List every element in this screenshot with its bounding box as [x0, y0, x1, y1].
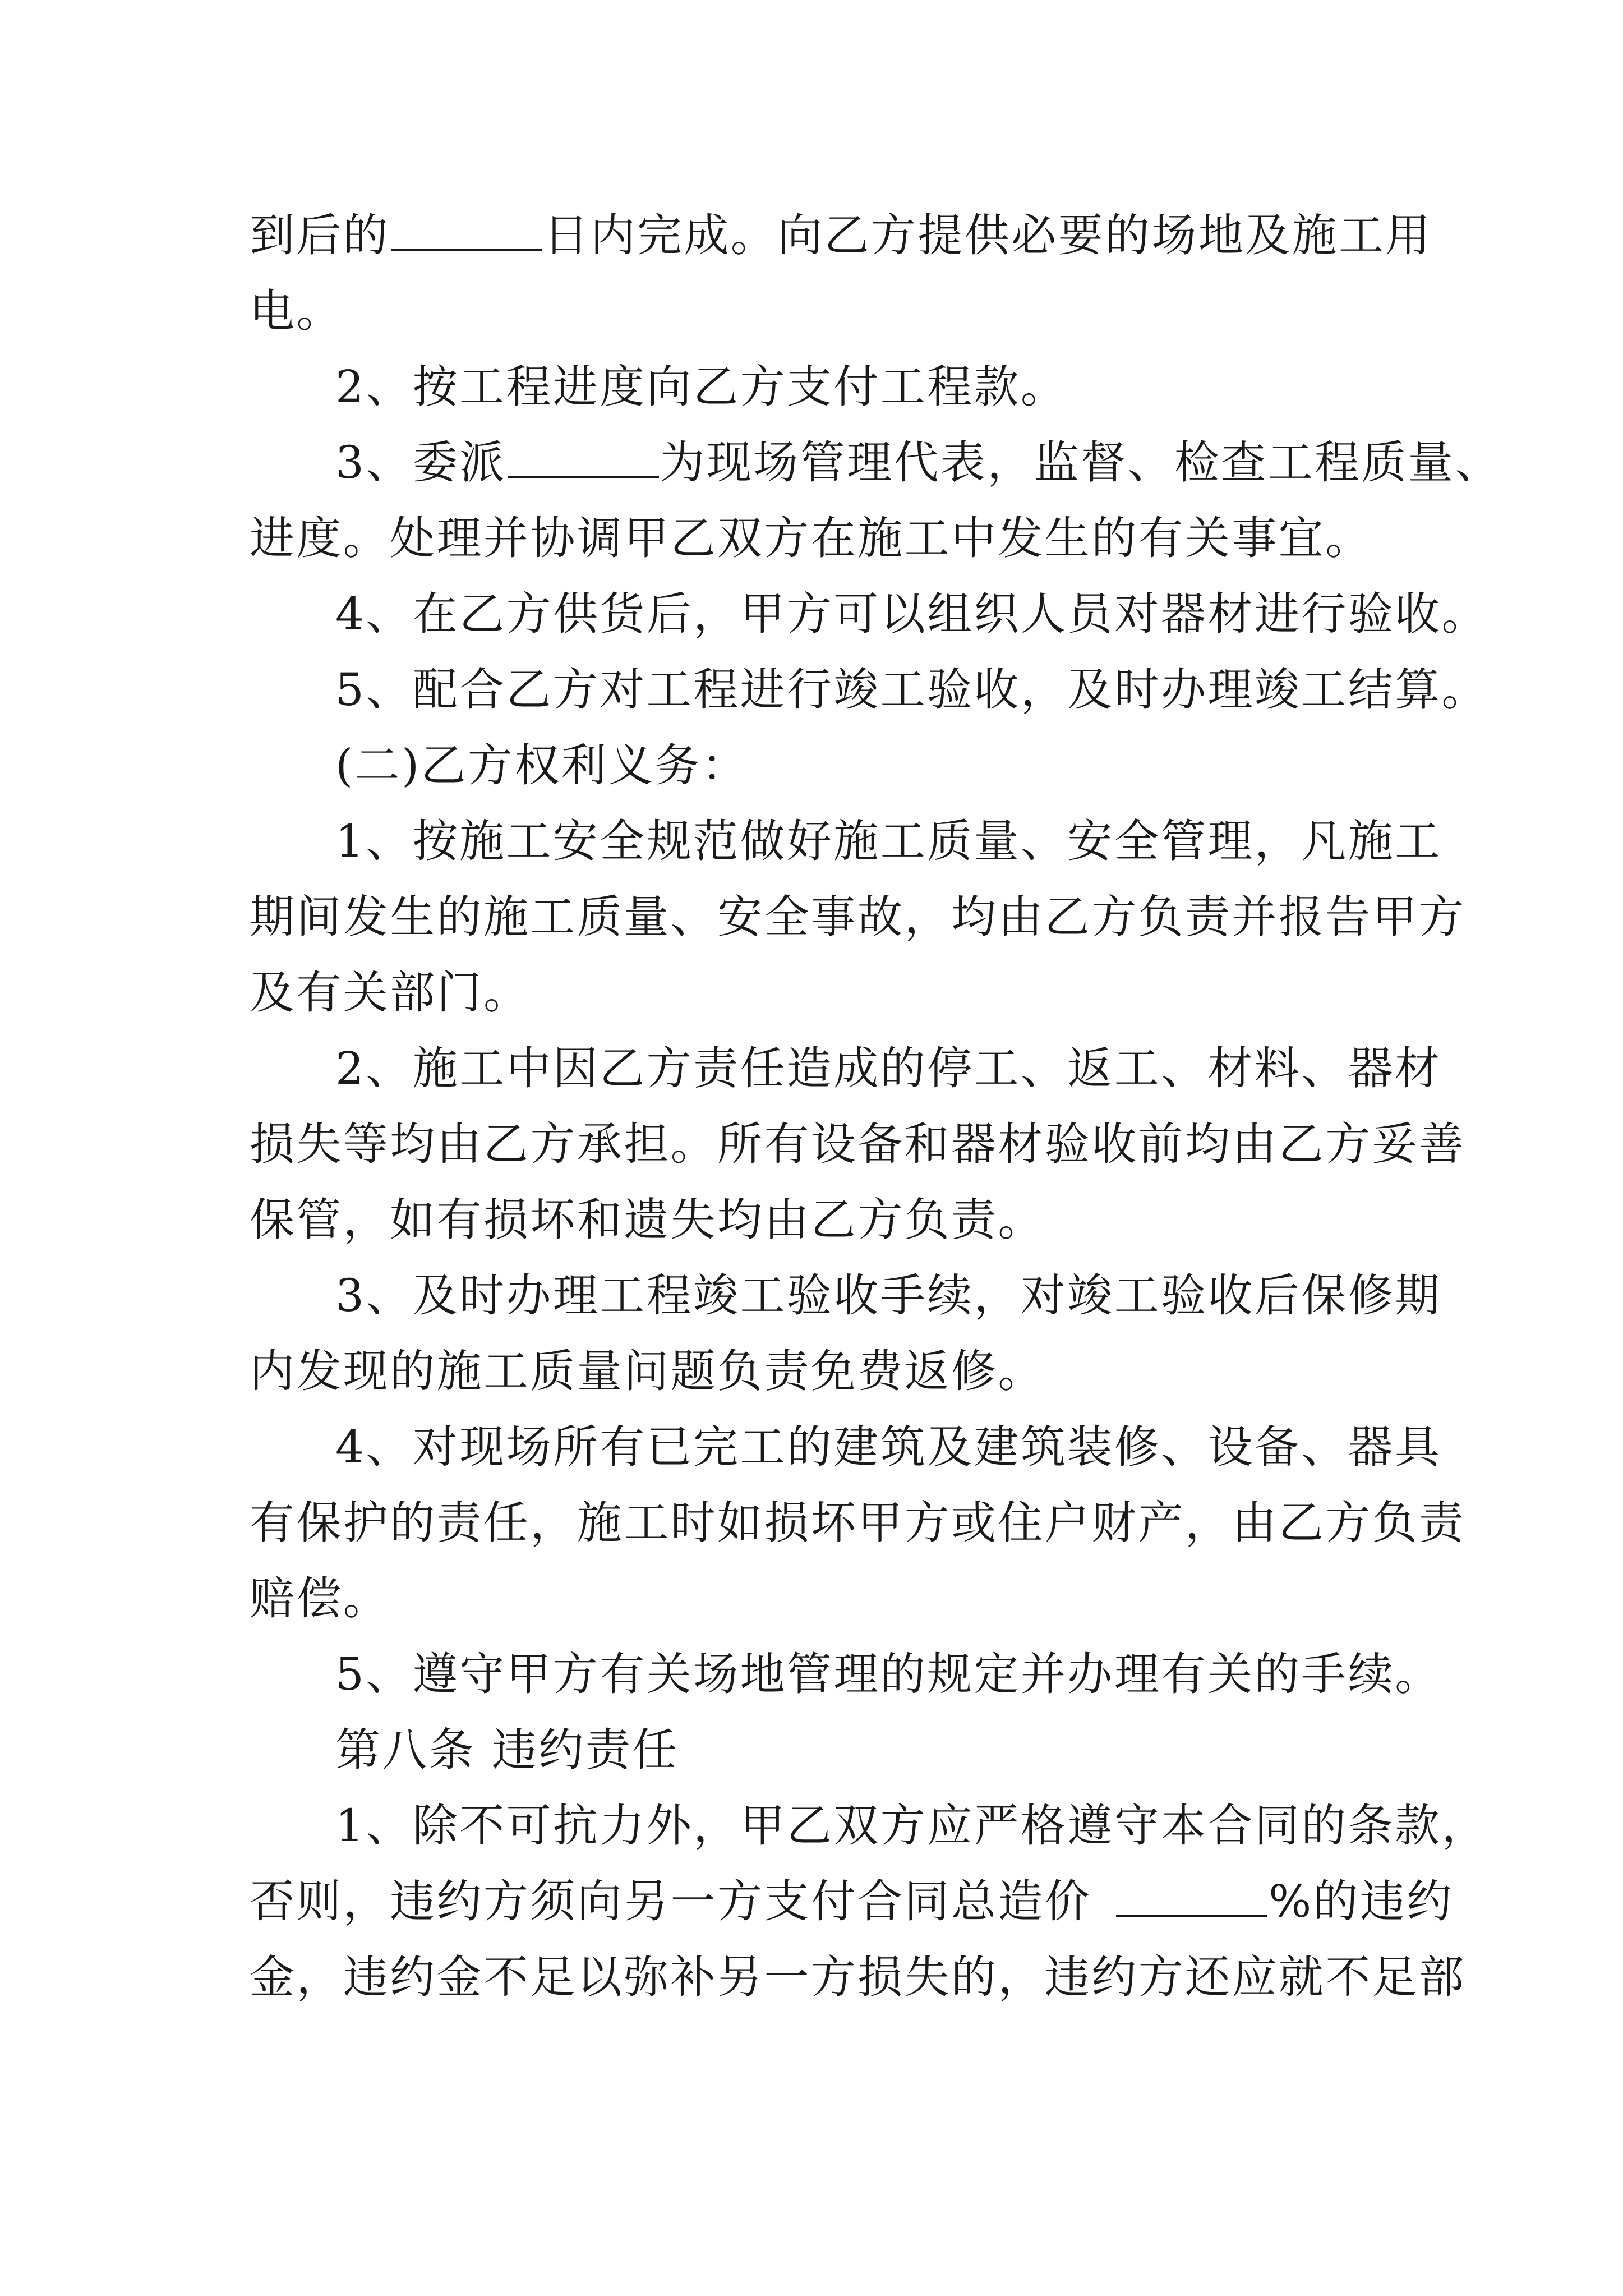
text-segment: (二)乙方权利义务： — [335, 739, 749, 792]
text-segment: 到后的 — [250, 209, 390, 261]
text-segment: 为现场管理代表，监督、检查工程质量、 — [660, 436, 1502, 489]
text-segment: 金，违约金不足以弥补另一方损失的，违约方还应就不足部 — [250, 1951, 1466, 2003]
text-segment: 有保护的责任，施工时如损坏甲方或住户财产，由乙方负责 — [250, 1497, 1466, 1549]
text-line — [335, 1419, 1442, 1475]
text-segment: 1、按施工安全规范做好施工质量、安全管理，凡施工 — [335, 815, 1442, 867]
text-line — [250, 965, 530, 1021]
text-segment: 3、委派 — [335, 436, 506, 489]
text-segment: 损失等均由乙方承担。所有设备和器材验收前均由乙方妥善 — [250, 1118, 1466, 1170]
text-segment: 5、遵守甲方有关场地管理的规定并办理有关的手续。 — [335, 1648, 1442, 1700]
text-line — [250, 283, 343, 339]
text-line — [335, 435, 1502, 491]
text-segment: 3、及时办理工程竣工验收手续，对竣工验收后保修期 — [335, 1269, 1442, 1322]
text-segment: 2、施工中因乙方责任造成的停工、返工、材料、器材 — [335, 1042, 1442, 1094]
text-segment: 5、配合乙方对工程进行竣工验收，及时办理竣工结算。 — [335, 664, 1488, 716]
text-line — [250, 1571, 390, 1627]
text-segment: 保管，如有损坏和遗失均由乙方负责。 — [250, 1194, 1045, 1246]
text-line — [250, 208, 1432, 264]
text-line — [250, 1192, 1045, 1248]
text-line — [335, 1646, 1442, 1703]
text-line — [335, 1268, 1442, 1324]
text-segment: 进度。处理并协调甲乙双方在施工中发生的有关事宜。 — [250, 512, 1372, 564]
fill-in-blank — [1116, 1876, 1267, 1917]
text-line — [335, 1041, 1442, 1097]
text-line — [250, 510, 1372, 567]
text-segment: 4、在乙方供货后，甲方可以组织人员对器材进行验收。 — [335, 588, 1488, 640]
text-segment: 1、除不可抗力外，甲乙双方应严格遵守本合同的条款， — [335, 1800, 1488, 1852]
text-segment: %的违约 — [1269, 1875, 1454, 1927]
fill-in-blank — [508, 437, 659, 478]
text-line — [335, 359, 1067, 415]
article-heading — [335, 1722, 679, 1778]
text-segment: 期间发生的施工质量、安全事故，均由乙方负责并报告甲方 — [250, 891, 1466, 943]
text-line — [335, 586, 1488, 642]
text-line — [250, 1495, 1465, 1551]
text-line — [250, 1874, 1454, 1930]
text-line — [250, 1116, 1465, 1172]
section-heading — [335, 738, 748, 794]
text-line — [250, 1949, 1465, 2005]
text-line — [335, 1798, 1488, 1854]
text-segment: 4、对现场所有已完工的建筑及建筑装修、设备、器具 — [335, 1421, 1442, 1473]
text-segment: 日内完成。向乙方提供必要的场地及施工用 — [543, 209, 1432, 261]
text-segment: 第八条 违约责任 — [335, 1724, 679, 1776]
text-segment: 赔偿。 — [250, 1572, 390, 1625]
text-line — [335, 813, 1442, 869]
text-segment: 电。 — [250, 285, 343, 337]
text-line — [335, 662, 1488, 718]
text-segment: 及有关部门。 — [250, 967, 531, 1019]
text-segment: 否则，违约方须向另一方支付合同总造价 — [250, 1875, 1092, 1927]
text-segment: 内发现的施工质量问题负责免费返修。 — [250, 1345, 1045, 1397]
fill-in-blank — [391, 210, 542, 251]
text-segment: 2、按工程进度向乙方支付工程款。 — [335, 361, 1068, 413]
text-line — [250, 889, 1465, 945]
text-line — [250, 1343, 1045, 1400]
